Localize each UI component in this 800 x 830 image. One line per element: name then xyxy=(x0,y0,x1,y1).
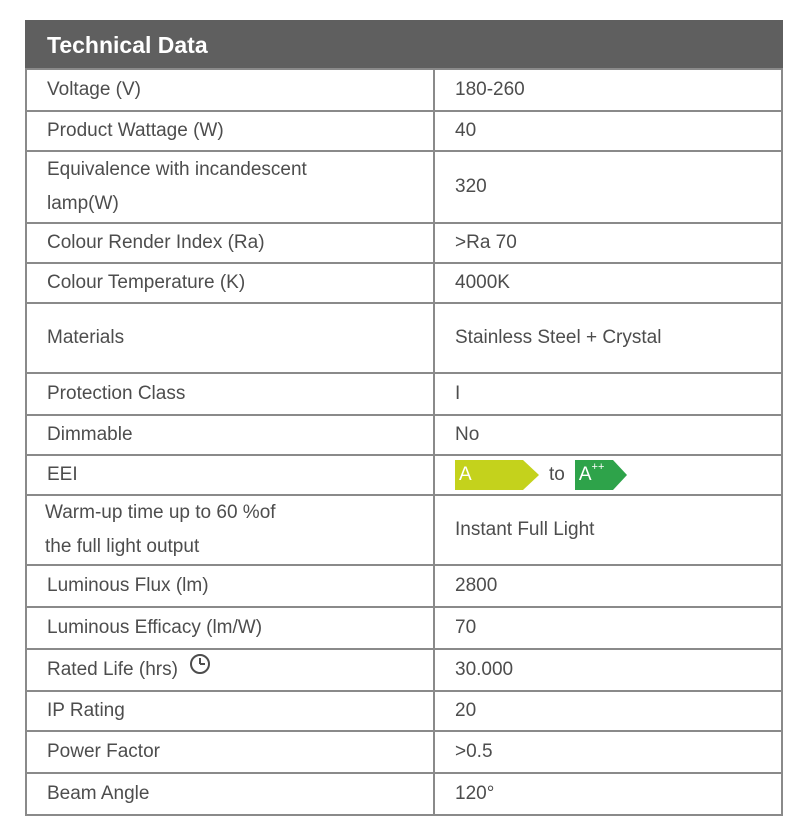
row-label xyxy=(26,495,434,565)
eei-rating xyxy=(455,458,761,492)
eei-to-badge xyxy=(575,460,627,490)
table-row xyxy=(26,69,782,111)
table-row xyxy=(26,263,782,303)
row-label-text: Rated Life (hrs) xyxy=(47,659,178,680)
row-value: 180-260 xyxy=(434,69,782,111)
row-label: Voltage (V) xyxy=(26,69,434,111)
row-label xyxy=(26,649,434,691)
row-label-line: Warm-up time up to 60 %of xyxy=(45,502,276,523)
eei-to-label xyxy=(579,460,605,490)
technical-data-sheet xyxy=(25,20,783,816)
row-value xyxy=(434,455,782,495)
row-label xyxy=(26,151,434,223)
row-value: 320 xyxy=(434,151,782,223)
row-label: Materials xyxy=(26,303,434,373)
row-value: 70 xyxy=(434,607,782,649)
row-label: Power Factor xyxy=(26,731,434,773)
row-label: Dimmable xyxy=(26,415,434,455)
table-row xyxy=(26,691,782,731)
row-value: Stainless Steel + Crystal xyxy=(434,303,782,373)
table-row xyxy=(26,415,782,455)
row-value: 20 xyxy=(434,691,782,731)
row-value: >0.5 xyxy=(434,731,782,773)
row-label-line: lamp(W) xyxy=(47,193,119,214)
table-row xyxy=(26,223,782,263)
row-label: Colour Temperature (K) xyxy=(26,263,434,303)
row-value: 4000K xyxy=(434,263,782,303)
clock-icon xyxy=(189,653,211,687)
row-label: Luminous Flux (lm) xyxy=(26,565,434,607)
eei-to-base: A xyxy=(578,464,592,485)
row-value: Instant Full Light xyxy=(434,495,782,565)
row-value: 2800 xyxy=(434,565,782,607)
row-value: 120° xyxy=(434,773,782,815)
table-row xyxy=(26,773,782,815)
table-row xyxy=(26,649,782,691)
table-title: Technical Data xyxy=(25,20,783,68)
row-label: IP Rating xyxy=(26,691,434,731)
table-row xyxy=(26,565,782,607)
row-label: Colour Render Index (Ra) xyxy=(26,223,434,263)
eei-from-label: A xyxy=(459,464,472,485)
table-row xyxy=(26,111,782,151)
row-value: 40 xyxy=(434,111,782,151)
row-label: Protection Class xyxy=(26,373,434,415)
row-label: Luminous Efficacy (lm/W) xyxy=(26,607,434,649)
row-value: No xyxy=(434,415,782,455)
row-label-line: the full light output xyxy=(45,536,200,557)
table-row xyxy=(26,495,782,565)
row-value: >Ra 70 xyxy=(434,223,782,263)
table-row xyxy=(26,373,782,415)
row-label: Product Wattage (W) xyxy=(26,111,434,151)
eei-to-sup: ++ xyxy=(591,461,605,473)
row-label-line: Equivalence with incandescent xyxy=(47,159,307,180)
row-value: 30.000 xyxy=(434,649,782,691)
row-label: Beam Angle xyxy=(26,773,434,815)
table-row xyxy=(26,303,782,373)
table-row xyxy=(26,455,782,495)
row-value: I xyxy=(434,373,782,415)
technical-data-table xyxy=(25,68,783,816)
table-row xyxy=(26,731,782,773)
eei-from-badge xyxy=(455,460,539,490)
row-label: EEI xyxy=(26,455,434,495)
eei-to-word: to xyxy=(549,464,565,485)
table-row xyxy=(26,151,782,223)
table-row xyxy=(26,607,782,649)
